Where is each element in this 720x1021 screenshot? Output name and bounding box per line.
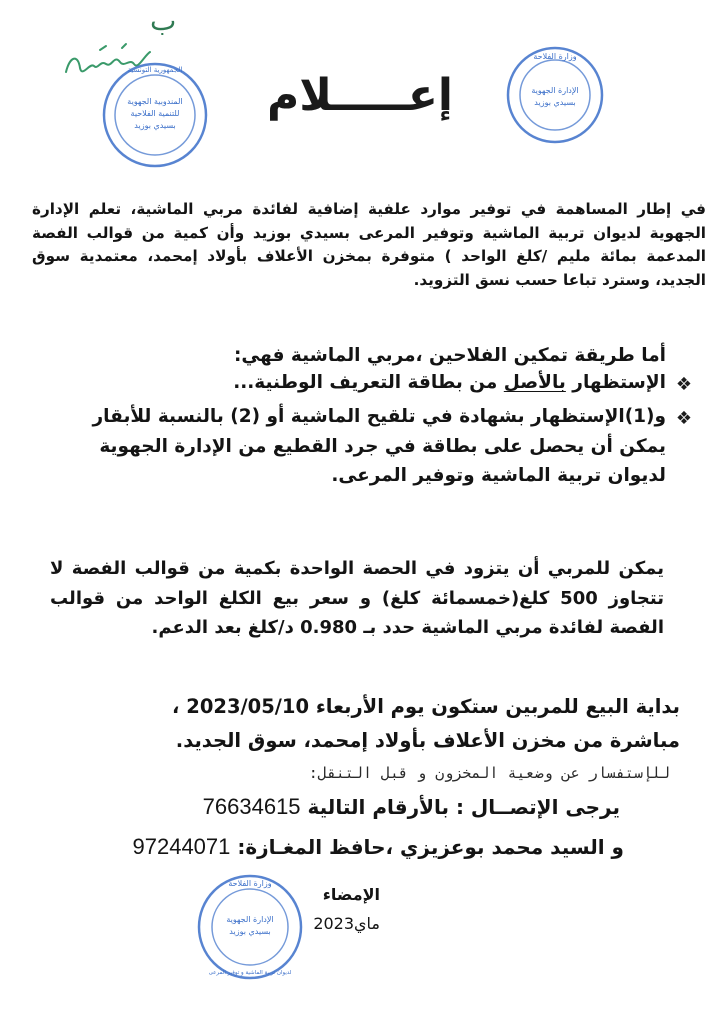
corner-mark-text: ب: [150, 4, 177, 37]
handwritten-corner-mark: [150, 4, 200, 40]
condition-1-end: من بطاقة التعريف الوطنية...: [233, 372, 504, 393]
inquiry-line: للإستفسار عن وضعية المخزون و قبل التنقل:: [308, 764, 670, 782]
contact-office-label: يرجى الإتصــال : بالأرقام التالية: [307, 795, 620, 819]
official-stamp-right: [505, 45, 605, 145]
contact-office-number[interactable]: 76634615: [202, 794, 301, 819]
contact-keeper-number[interactable]: 97244071: [132, 834, 231, 859]
stamp-bottom-line2: بسيدي بوزيد: [229, 927, 271, 936]
conditions-lead: أما طريقة تمكين الفلاحين ،مربي الماشية فهي:: [234, 345, 666, 366]
sale-start-line1: بداية البيع للمربين ستكون يوم الأربعاء 2023/05/10 ،: [172, 695, 680, 718]
stamp-bottom-line3: لديوان تربية الماشية و توفير المرعى: [208, 970, 292, 976]
stamp-left-line1: المندوبية الجهوية: [127, 97, 183, 106]
condition-2-text: و(1)الإستظهار بشهادة في تلقيح الماشية أو (2) بالنسبة للأبقار يمكن أن يحصل على بطاقة في جرد القطيع من الإدارة الجهوية لديوان تربية الماشية وتوفير المرعى.: [92, 406, 666, 486]
contact-keeper-label: و السيد محمد بوعزيزي ،حافظ المغـازة:: [237, 835, 624, 859]
stamp-right-line0: وزارة الفلاحة: [533, 52, 577, 61]
signature-date: ماي2023: [313, 914, 380, 933]
page-title: إعـــــلام: [267, 70, 453, 121]
condition-item-id-card: [40, 369, 692, 396]
sale-start-line2: مباشرة من مخزن الأعلاف بأولاد إمحمد، سوق الجديد.: [175, 729, 680, 752]
stamp-left-line3: بسيدي بوزيد: [134, 121, 176, 130]
conditions-block: [40, 342, 692, 491]
diamond-bullet-icon: ❖: [675, 408, 692, 429]
contact-line-keeper: [60, 832, 624, 862]
official-stamp-bottom: [195, 872, 305, 982]
diamond-bullet-icon: ❖: [675, 374, 692, 395]
condition-1-start: الإستظهار: [565, 372, 666, 393]
stamp-left-line0: الجمهورية التونسية: [127, 66, 183, 74]
quantity-price-paragraph: يمكن للمربي أن يتزود في الحصة الواحدة بكمية من قوالب الفصة لا تتجاوز 500 كلغ(خمسمائة كلغ) و سعر بيع الكلغ الواحد من قوالب الفصة لفائدة مربي الماشية حدد بـ 0.980 د/كلغ بعد الدعم.: [50, 558, 665, 638]
intro-paragraph: في إطار المساهمة في توفير موارد علفية إضافية لفائدة مربي الماشية، تعلم الإدارة الجهوية لديوان تربية الماشية وتوفير المرعى بسيدي بوزيد وأن كمية من قوالب الفصة المدعمة بمائة مليم /كلغ الواحد ) متوفرة بمخزن الأعلاف بأولاد إمحمد، معتمدية سوق الجديد، وسترد تباعا حسب نسق التزويد.: [32, 200, 706, 289]
contact-line-office: [60, 792, 620, 822]
stamp-right-line2: بسيدي بوزيد: [534, 98, 576, 107]
stamp-bottom-line0: وزارة الفلاحة: [228, 879, 272, 888]
stamp-left-line2: للتنمية الفلاحية: [130, 109, 180, 118]
stamp-right-line1: الإدارة الجهوية: [531, 86, 579, 95]
stamp-bottom-line1: الإدارة الجهوية: [226, 915, 274, 924]
signature-label: الإمضاء: [322, 885, 380, 904]
condition-item-vaccination: [40, 402, 692, 491]
sale-start-paragraph: [70, 690, 680, 758]
condition-1-emphasis: بالأصل: [503, 372, 566, 393]
official-stamp-left: [100, 60, 210, 170]
